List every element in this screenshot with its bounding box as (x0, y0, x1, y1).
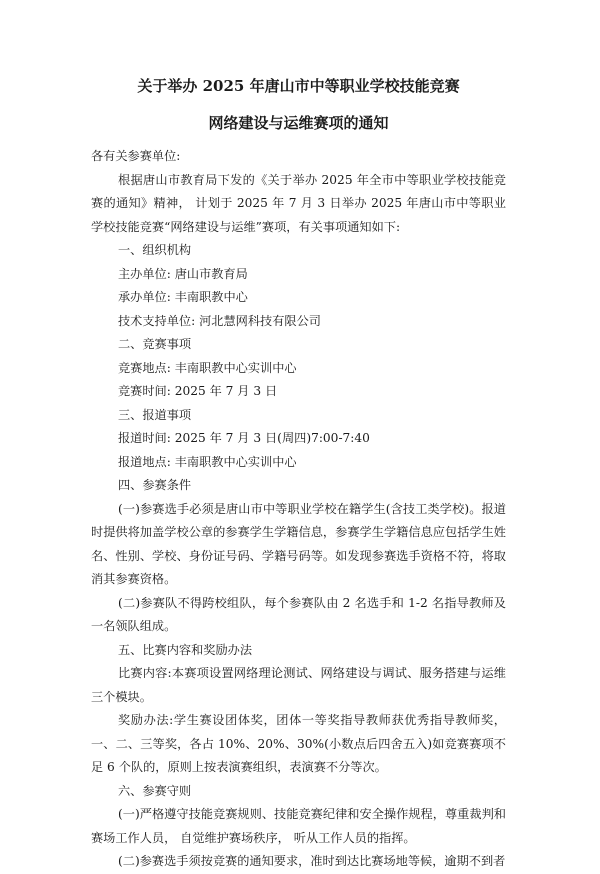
organizer-unit: 承办单位: 丰南职教中心 (118, 290, 248, 304)
section-3-heading: 三、报道事项 (118, 407, 192, 422)
award-rules: 奖励办法:学生赛设团体奖，团体一等奖指导教师获优秀指导教师奖， 一、二、三等奖，各占 10%、20%、30%(小数点后四舍五入)如竞赛赛项不足 6 个队的，原则上按表演赛组织，表演赛不分等次。 (91, 713, 506, 774)
salutation: 各有关参赛单位: (91, 149, 181, 163)
conduct-rule-2: (二)参赛选手须按竞赛的通知要求，准时到达比赛场地等候，逾期不到者 (118, 854, 506, 868)
conduct-rule-1: (一)严格遵守技能竞赛规则、技能竞赛纪律和安全操作规程，尊重裁判和赛场工作人员， 自觉维护赛场秩序， 听从工作人员的指挥。 (91, 807, 506, 845)
section-2-heading: 二、竞赛事项 (118, 337, 192, 351)
eligibility-item-2: (二)参赛队不得跨校组队，每个参赛队由 2 名选手和 1-2 名指导教师及一名领队组成。 (91, 595, 506, 633)
host-unit: 主办单位: 唐山市教育局 (118, 266, 248, 281)
competition-content: 比赛内容:本赛项设置网络理论测试、网络建设与调试、服务搭建与运维三个模块。 (91, 666, 506, 704)
competition-time: 竞赛时间: 2025 年 7 月 3 日 (118, 384, 278, 398)
registration-time: 报道时间: 2025 年 7 月 3 日(周四)7:00-7:40 (118, 431, 370, 445)
section-4-heading: 四、参赛条件 (118, 478, 192, 492)
eligibility-item-1: (一)参赛选手必须是唐山市中等职业学校在籍学生(含技工类学校)。报道时提供将加盖学校公章的参赛学生学籍信息，参赛学生学籍信息应包括学生姓名、性别、学校、身份证号码、学籍号码等。如发现参赛选手资格不符，将取消其参赛资格。 (91, 501, 506, 586)
section-5-heading: 五、比赛内容和奖励办法 (118, 642, 253, 657)
section-6-heading: 六、参赛守则 (118, 783, 192, 798)
notice-title-line-2: 网络建设与运维赛项的通知 (208, 114, 389, 132)
notice-title-line-1: 关于举办 2025 年唐山市中等职业学校技能竞赛 (137, 77, 460, 95)
section-1-heading: 一、组织机构 (118, 243, 192, 257)
tech-support-unit: 技术支持单位: 河北慧网科技有限公司 (118, 313, 321, 328)
registration-venue: 报道地点: 丰南职教中心实训中心 (118, 454, 297, 469)
intro-paragraph: 根据唐山市教育局下发的《关于举办 2025 年全市中等职业学校技能竞赛的通知》精神， 计划于 2025 年 7 月 3 日举办 2025 年唐山市中等职业学校技能竞赛“网络建设与运维”赛项，有关事项通知如下: (91, 172, 506, 234)
competition-venue: 竞赛地点: 丰南职教中心实训中心 (118, 360, 297, 375)
